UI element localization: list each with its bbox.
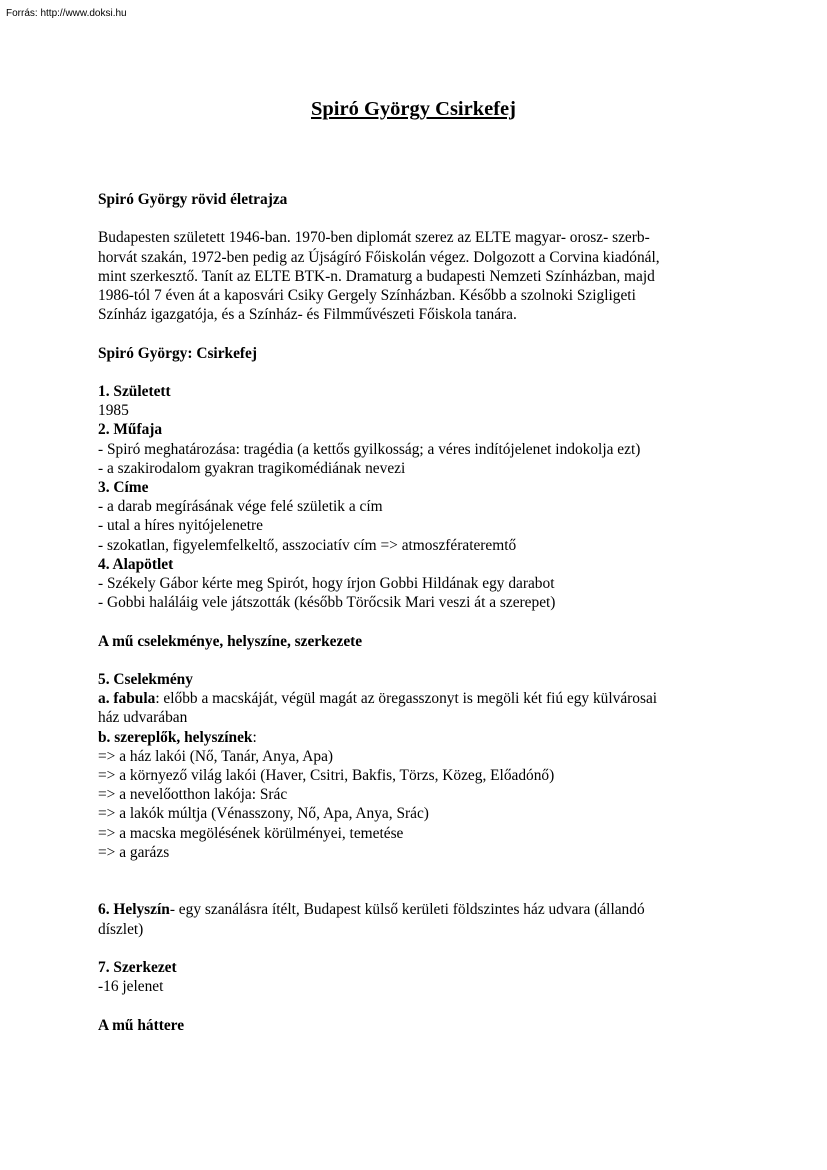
characters-line bbox=[98, 728, 723, 747]
section-3-heading: 3. Címe bbox=[98, 479, 149, 496]
section-1-heading: 1. Született bbox=[98, 382, 171, 400]
bio-line: horvát szakán, 1972-ben pedig az Újságíró Főiskolán végez. Dolgozott a Corvina kiadónál, bbox=[98, 248, 660, 266]
section-6-heading: 6. Helyszín bbox=[98, 901, 170, 919]
section-5-line: => a lakók múltja (Vénasszony, Nő, Apa, Anya, Srác) bbox=[98, 805, 429, 823]
fabula-text: : előbb a macskáját, végül magát az öregasszonyt is megöli két fiú egy külvárosai bbox=[155, 690, 658, 708]
section-5-line: => a macska megölésének körülményei, temetése bbox=[98, 824, 404, 842]
document-body bbox=[98, 190, 723, 1035]
section-3-line: - a darab megírásának vége felé születik a cím bbox=[98, 498, 383, 516]
plot-heading: A mű cselekménye, helyszíne, szerkezete bbox=[98, 632, 363, 650]
section-4-heading: 4. Alapötlet bbox=[98, 555, 174, 573]
section-2-line: - a szakirodalom gyakran tragikomédiának nevezi bbox=[98, 459, 406, 477]
fabula-line bbox=[98, 689, 723, 708]
bio-line: 1986-tól 7 éven át a kaposvári Csiky Gergely Színházban. Később a szolnoki Szigligeti bbox=[98, 287, 636, 304]
section-7-heading: 7. Szerkezet bbox=[98, 959, 177, 977]
section-5-line: => a nevelőotthon lakója: Srác bbox=[98, 786, 288, 804]
section-5-line: => a környező világ lakói (Haver, Csitri, Bakfis, Törzs, Közeg, Előadónő) bbox=[98, 767, 555, 785]
bio-line: Színház igazgatója, és a Színház- és Filmművészeti Főiskola tanára. bbox=[98, 306, 517, 324]
source-line: Forrás: http://www.doksi.hu bbox=[6, 8, 127, 19]
section-4-line: - Gobbi haláláig vele játszották (később Törőcsik Mari veszi át a szerepet) bbox=[98, 594, 556, 612]
characters-colon: : bbox=[252, 728, 257, 746]
section-2-line: - Spiró meghatározása: tragédia (a kettős gyilkosság; a véres indítójelenet indokolja ezt) bbox=[98, 440, 641, 458]
section-1-line: 1985 bbox=[98, 402, 129, 420]
section-3-line: - utal a híres nyitójelenetre bbox=[98, 517, 263, 535]
section-6-text: - egy szanálásra ítélt, Budapest külső kerületi földszintes ház udvara (állandó bbox=[169, 901, 645, 919]
section-6-line bbox=[98, 900, 723, 919]
bio-line: mint szerkesztő. Tanít az ELTE BTK-n. Dramaturg a budapesti Nemzeti Színházban, majd bbox=[98, 267, 655, 285]
section-5-line: => a garázs bbox=[98, 843, 170, 861]
fabula-line-cont: ház udvarában bbox=[98, 709, 188, 727]
characters-label: b. szereplők, helyszínek bbox=[98, 728, 253, 746]
bio-heading: Spiró György rövid életrajza bbox=[98, 191, 288, 208]
fabula-label: a. fabula bbox=[98, 690, 156, 708]
work-heading: Spiró György: Csirkefej bbox=[98, 344, 258, 362]
section-2-heading: 2. Műfaja bbox=[98, 421, 163, 439]
section-4-line: - Székely Gábor kérte meg Spirót, hogy írjon Gobbi Hildának egy darabot bbox=[98, 575, 555, 593]
section-5-line: => a ház lakói (Nő, Tanár, Anya, Apa) bbox=[98, 747, 334, 765]
bio-paragraph bbox=[98, 228, 723, 324]
background-heading: A mű háttere bbox=[98, 1016, 185, 1034]
section-6-line-cont: díszlet) bbox=[98, 920, 144, 938]
bio-line: Budapesten született 1946-ban. 1970-ben diplomát szerez az ELTE magyar- orosz- szerb- bbox=[98, 229, 650, 247]
section-3-line: - szokatlan, figyelemfelkeltő, asszociatív cím => atmoszférateremtő bbox=[98, 536, 517, 554]
section-5-heading: 5. Cselekmény bbox=[98, 671, 193, 688]
section-7-line: -16 jelenet bbox=[98, 978, 164, 996]
document-title: Spiró György Csirkefej bbox=[311, 98, 516, 120]
